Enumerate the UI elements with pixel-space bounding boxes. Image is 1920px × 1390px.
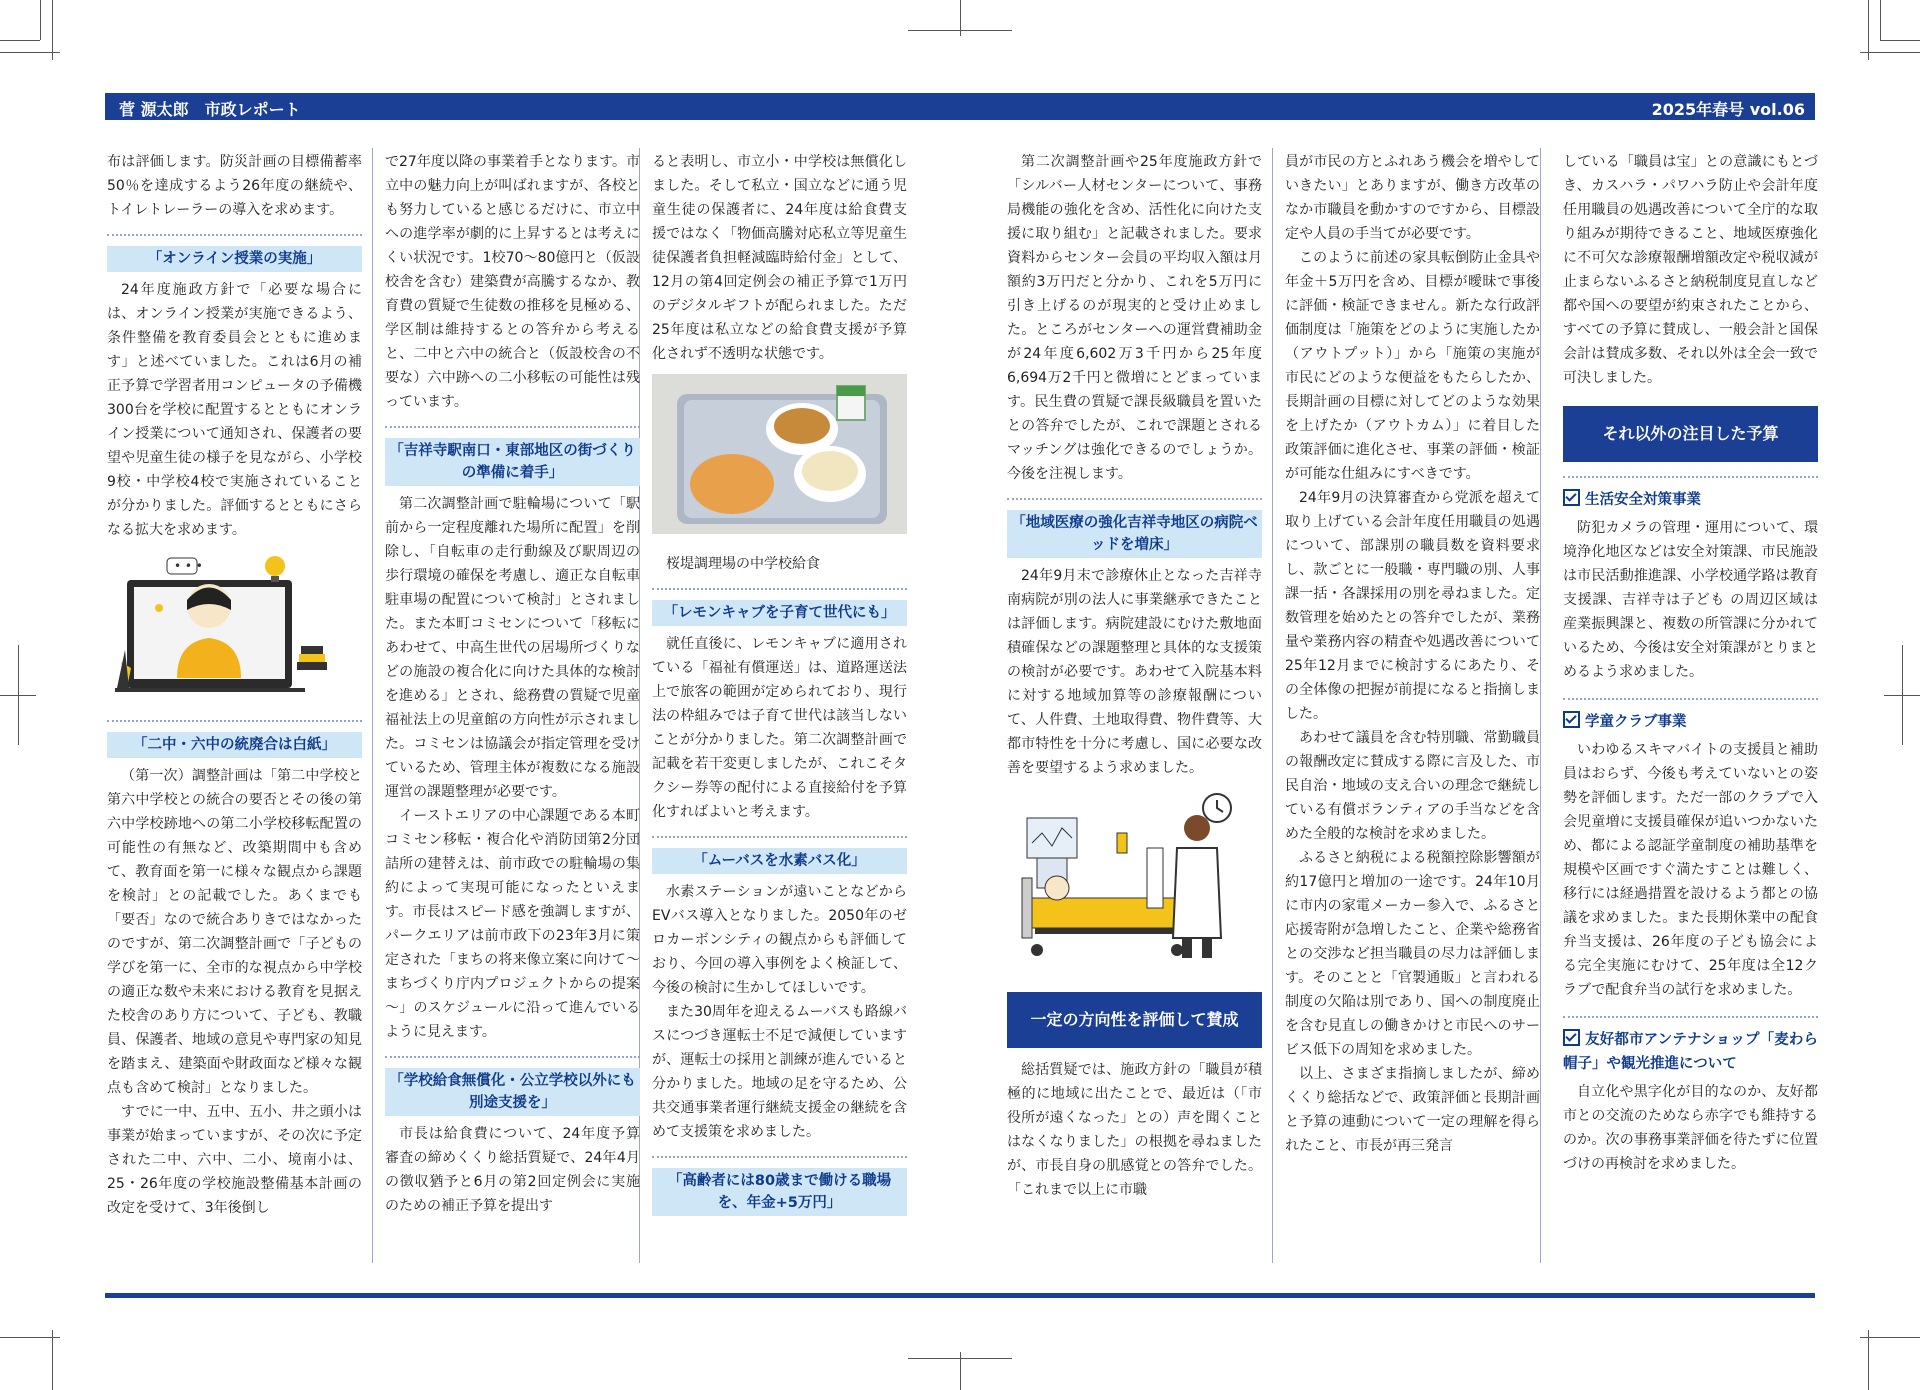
crop-mark (1880, 0, 1881, 40)
crop-mark (960, 0, 961, 36)
paragraph: ふるさと納税による税額控除影響額が約17億円と増加の一途です。24年10月に市内の家電メーカー参入で、ふるさと応援寄附が急増したこと、企業や総務省との交渉など担当職員の尽力は評価します。そのことと「官製通販」と言われる制度の欠陥は別であり、国への制度廃止を含む見直しの働きかけと市民へのサービス低下の周知を求めました。 (1285, 850, 1540, 1058)
checkbox-icon (1563, 711, 1580, 728)
crop-mark (1860, 52, 1920, 53)
column-6 (1563, 150, 1818, 1270)
photo-caption: 桜堤調理場の中学校給食 (666, 556, 820, 572)
section-heading: 「ムーバスを水素バス化」 (652, 836, 907, 874)
paragraph: いわゆるスキマバイトの支援員と補助員はおらず、今後も考えていないとの姿勢を評価します。ただ一部のクラブで入会児童増に支援員確保が追いつかないため、都による認証学童制度の補助基準を規模や区画ですぐ満たすことは難しく、移行には経過措置を設けるよう都との協議を求めました。また長期休業中の配食弁当支援は、26年度の子ども協会による完全実施にむけて、25年度は全12クラブで配食弁当の試行を求めました。 (1563, 742, 1818, 998)
crop-mark (52, 0, 53, 60)
crop-mark (18, 645, 19, 745)
section-heading: 「レモンキャブを子育て世代にも」 (652, 588, 907, 626)
issue-label: 2025年春号 vol.06 (1651, 100, 1805, 119)
paragraph: 防犯カメラの管理・運用について、環境浄化地区などは安全対策課、市民施設は市民活動推進課、小学校通学路は教育支援課、吉祥寺は子ども の周辺区域は産業振興課と、複数の所管課に分かれているため、今後は安全対策課がとりまとめるよう求めました。 (1563, 520, 1818, 680)
section-heading: 「学校給食無償化・公立学校以外にも別途支援を」 (385, 1056, 640, 1116)
crop-mark (960, 1352, 961, 1390)
paragraph: 第二次調整計画や25年度施政方針で「シルバー人材センターについて、事務局機能の強化を含め、活性化に向けた支援に取り組む」と記載されました。要求資料からセンター会員の平均収入額は月額約3万円だと分かり、これを5万円に引き上げるのが現実的と受け止めました。ところがセンターへの運営費補助金が24年度6,602万3千円から25年度6,694万2千円と微増にとどまっています。民生費の質疑で課長級職員を置いたとの答弁でしたが、これで課題とされるマッチングは強化できるのでしょうか。今後を注視します。 (1007, 154, 1262, 482)
crop-mark (1868, 1330, 1869, 1390)
checklist-heading: 生活安全対策事業 (1563, 476, 1818, 512)
section-heading: 「オンライン授業の実施」 (107, 234, 362, 272)
paragraph: このように前述の家具転倒防止金具や年金＋5万円を含め、目標が曖昧で事後に評価・検証できません。新たな行政評価制度は「施策をどのように実施したか（アウトプット）」から「施策の実施が市民にどのような便益をもたらしたか、長期計画の目標に対してどのような効果を上げたか（アウトカム）」に着目した政策評価に進化させ、事業の評価・検証が可能な仕組みにすべきです。 (1285, 250, 1540, 482)
footer-rule (105, 1293, 1815, 1298)
column-divider (372, 148, 373, 1263)
checkbox-icon (1563, 1029, 1580, 1046)
crop-mark (40, 0, 41, 40)
section-banner: 一定の方向性を評価して賛成 (1007, 992, 1262, 1048)
section-heading: 「高齢者には80歳まで働ける職場を、年金+5万円」 (652, 1156, 907, 1216)
paragraph: 水素ステーションが遠いことなどからEVバス導入となりました。2050年のゼロカーボンシティの観点からも評価しており、今回の導入事例をよく検証して、今後の検討に生かしてほしいです。 (652, 884, 907, 996)
paragraph: 24年9月末で診療休止となった吉祥寺南病院が別の法人に事業継承できたことは評価します。病院建設にむけた敷地面積確保などの課題整理と具体的な支援策の検討が必要です。あわせて入院基本料に対する地域加算等の診療報酬について、人件費、土地取得費、物件費等、大都市特性を十分に考慮し、国に必要な改善を要望するよう求めました。 (1007, 568, 1262, 776)
crop-mark (0, 52, 60, 53)
paragraph: 就任直後に、レモンキャブに適用されている「福祉有償運送」は、道路運送法上で旅客の範囲が定められており、現行法の枠組みでは子育て世代は該当しないことが分かりました。第二次調整計画で記載を若干変更しましたが、これこそタクシー券等の配付による直接給付を予算化すればよいと考えます。 (652, 636, 907, 820)
paragraph: イーストエリアの中心課題である本町コミセン移転・複合化や消防団第2分団詰所の建替えは、前市政での駐輪場の集約によって実現可能になったといえます。市長はスピード感を強調しますが、パークエリアは前市政下の23年3月に策定された「まちの将来像立案に向けて～まちづくり庁内プロジェクトからの提案～」のスケジュールに沿って進んでいるように見えます。 (385, 808, 640, 1040)
section-heading: 「二中・六中の統廃合は白紙」 (107, 720, 362, 758)
crop-mark (0, 1337, 60, 1338)
column-divider (1540, 148, 1541, 1263)
paragraph: で27年度以降の事業着手となります。市立中の魅力向上が叫ばれますが、各校とも努力していると感じるだけに、市立中への進学率が劇的に上昇するとは考えにくい状況です。1校70～80億円と（仮設校舎を含む）建築費が高騰するなか、教育費の質疑で生徒数の推移を見極める、学区制は維持するとの答弁から考えると、二中と六中の統合と（仮設校舎の不要な）六中跡への二小移転の可能性は残っています。 (385, 154, 640, 410)
paragraph: 布は評価します。防災計画の目標備蓄率50％を達成するよう26年度の継続や、トイレトレーラーの導入を求めます。 (107, 154, 362, 218)
crop-mark (1860, 1337, 1920, 1338)
checklist-heading: 友好都市アンテナショップ「麦わら帽子」や観光推進について (1563, 1016, 1818, 1076)
paragraph: また30周年を迎えるムーバスも路線バスにつづき運転士不足で減便していますが、運転士の採用と訓練が進んでいると分かりました。地域の足を守るため、公共交通事業者運行継続支援金の継続を含めて支援策を求めました。 (652, 1004, 907, 1140)
paragraph: 員が市民の方とふれあう機会を増やしていきたい」とありますが、働き方改革のなか市職員を動かすのですから、目標設定や人員の手当てが必要です。 (1285, 154, 1540, 242)
paragraph: 総括質疑では、施政方針の「職員が積極的に地域に出たことで、最近は（「市役所が遠くなった」との）声を聞くことはなくなりました」の根拠を尋ねましたが、市長自身の肌感覚との答弁でした。「これまで以上に市職 (1007, 1062, 1262, 1198)
paragraph: 24年9月の決算審査から党派を超えて取り上げている会計年度任用職員の処遇について、部課別の職員数を資料要求し、款ごとに一般職・専門職の別、人事課一括・各課採用の別を尋ねました。定数管理を始めたとの答弁でしたが、業務量や業務内容の精査や処遇改善について25年12月までに検討するにあたり、その全体像の把握が前提になると指摘しました。 (1285, 490, 1540, 722)
paragraph: （第一次）調整計画は「第二中学校と第六中学校との統合の要否とその後の第六中学校跡地への第二小学校移転配置の可能性の有無など、改築期間中も含めて、教育面を第一に様々な観点から課題を検討」との記載でした。あくまでも「要否」なので統合ありきではなかったのですが、第二次調整計画で「子どもの学びを第一に、全市的な視点から中学校の適正な数や未来における教育を見据えた校舎のあり方について、子ども、教職員、保護者、地域の意見や専門家の知見を踏まえ、建築面や財政面など様々な観点も含めて検討」となりました。 (107, 768, 362, 1096)
crop-mark (1880, 40, 1920, 41)
newsletter-title: 菅 源太郎 市政レポート (119, 100, 301, 119)
column-3 (652, 150, 907, 1270)
section-banner: それ以外の注目した予算 (1563, 406, 1818, 462)
column-5 (1285, 150, 1540, 1270)
paragraph: 24年度施政方針で「必要な場合には、オンライン授業が実施できるよう、条件整備を教育委員会とともに進めます」と述べていました。これは6月の補正予算で学習者用コンピュータの予備機300台を学校に配置するとともにオンライン授業について通知され、保護者の要望や児童生徒の様子を見ながら、小学校9校・中学校4校で実施されていることが分かりました。評価するとともにさらなる拡大を求めます。 (107, 282, 362, 538)
checkbox-icon (1563, 489, 1580, 506)
section-heading: 「吉祥寺駅南口・東部地区の街づくりの準備に着手」 (385, 426, 640, 486)
crop-mark (1868, 0, 1869, 60)
hospital-illustration (1007, 788, 1262, 976)
school-lunch-photo (652, 374, 907, 542)
crop-mark (1902, 645, 1903, 745)
crop-mark (52, 1330, 53, 1390)
column-1 (107, 150, 362, 1270)
paragraph: 自立化や黒字化が目的なのか、友好都市との交流のためなら赤字でも維持するのか。次の事務事業評価を待たずに位置づけの再検討を求めました。 (1563, 1084, 1818, 1172)
paragraph: 以上、さまざま指摘しましたが、締めくくり総括などで、政策評価と長期計画と予算の連動について一定の理解を得られたこと、市長が再三発言 (1285, 1066, 1540, 1154)
column-divider (1272, 148, 1273, 1263)
section-heading: 「地域医療の強化吉祥寺地区の病院ベッドを増床」 (1007, 498, 1262, 558)
header-bar (105, 93, 1815, 120)
paragraph: あわせて議員を含む特別職、常勤職員の報酬改定に賛成する際に言及した、市民自治・地域の支え合いの理念で継続している有償ボランティアの手当などを含めた全般的な検討を求めました。 (1285, 730, 1540, 842)
column-4 (1007, 150, 1262, 1270)
paragraph: 市長は給食費について、24年度予算審査の締めくくり総括質疑で、24年4月の徴収猶予と6月の第2回定例会に実施のための補正予算を提出す (385, 1126, 640, 1214)
paragraph: ると表明し、市立小・中学校は無償化しました。そして私立・国立などに通う児童生徒の保護者に、24年度は給食費支援ではなく「物価高騰対応私立等児童生徒保護者負担軽減臨時給付金」として、12月の第4回定例会の補正予算で1万円のデジタルギフトが配られました。ただ25年度は私立などの給食費支援が予算化されず不透明な状態です。 (652, 154, 907, 362)
paragraph: すでに一中、五中、五小、井之頭小は事業が始まっていますが、その次に予定された二中、六中、二小、境南小は、25・26年度の学校施設整備基本計画の改定を受けて、3年後倒し (107, 1104, 362, 1216)
laptop-teacher-illustration (107, 550, 362, 708)
checklist-heading: 学童クラブ事業 (1563, 698, 1818, 734)
paragraph: 第二次調整計画で駐輪場について「駅前から一定程度離れた場所に配置」を削除し、「自転車の走行動線及び駅周辺の歩行環境の確保を考慮し、適正な自転車駐車場の配置について検討」とされました。また本町コミセンについて「移転にあわせて、中高生世代の居場所づくりなどの施設の複合化に向けた具体的な検討を進める」とされ、総務費の質疑で児童福祉法上の児童館の方向性が示されました。コミセンは協議会が指定管理を受けているため、管理主体が複数になる施設運営の課題整理が必要です。 (385, 496, 640, 800)
crop-mark (0, 40, 40, 41)
column-2 (385, 150, 640, 1270)
svg-text:• • •: • • • (174, 559, 203, 573)
paragraph: している「職員は宝」との意識にもとづき、カスハラ・パワハラ防止や会計年度任用職員の処遇改善について全庁的な取り組みが期待できること、地域医療強化に不可欠な診療報酬増額改定や税収減が止まらないふるさと納税制度見直しなど都や国への要望が約束されたことから、すべての予算に賛成し、一般会計と国保会計は賛成多数、それ以外は全会一致で可決しました。 (1563, 154, 1818, 386)
